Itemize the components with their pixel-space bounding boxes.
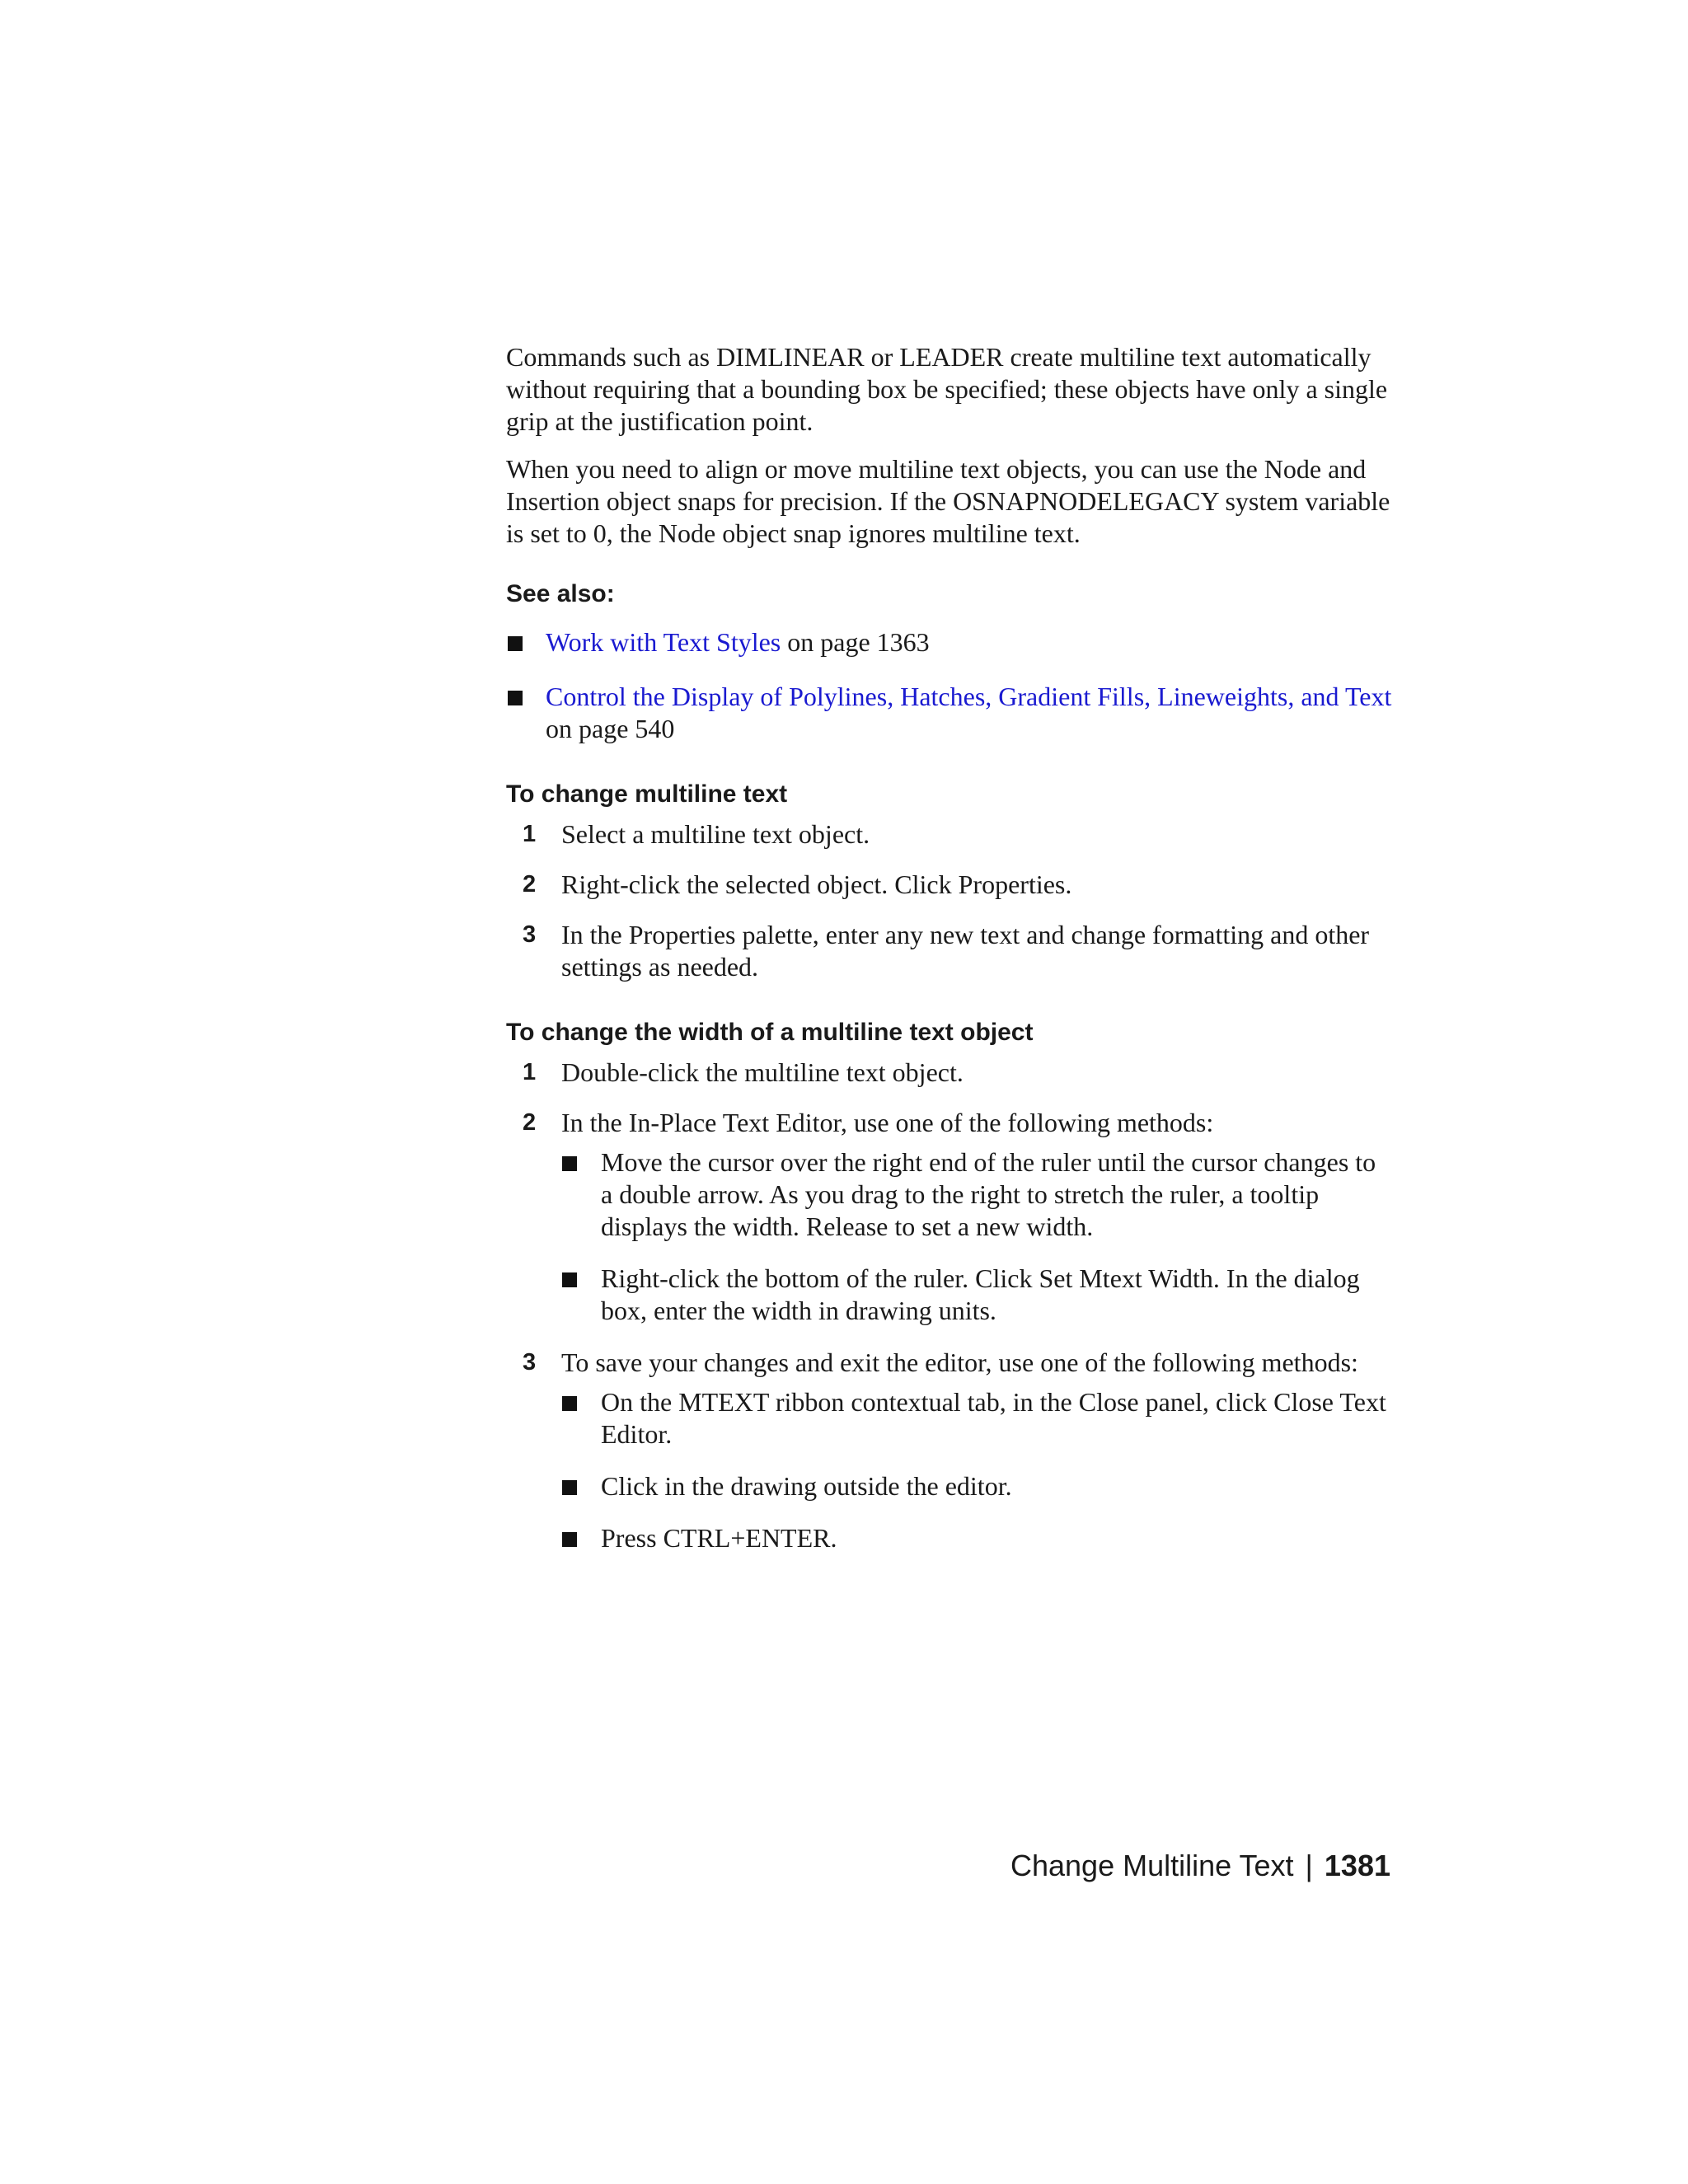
step-number: 2: [523, 871, 537, 898]
footer-section-title: Change Multiline Text: [1010, 1849, 1294, 1882]
method-list: [561, 1386, 1393, 1554]
step-text: Select a multiline text object.: [561, 819, 870, 849]
method-text: Move the cursor over the right end of the ruler until the cursor changes to a double arrow. As you drag to the right to stretch the ruler, a tooltip displays the width. Release to set a new width.: [601, 1147, 1376, 1241]
page-reference: on page 1363: [781, 627, 930, 657]
method-text: On the MTEXT ribbon contextual tab, in the Close panel, click Close Text Editor.: [601, 1387, 1386, 1449]
see-also-item: [506, 626, 1393, 658]
step-item: [506, 1347, 1393, 1554]
step-item: [506, 818, 1393, 851]
see-also-label: See also:: [506, 580, 615, 607]
square-bullet-icon: [508, 636, 523, 651]
step-text: To save your changes and exit the editor, use one of the following methods:: [561, 1347, 1358, 1377]
square-bullet-icon: [562, 1156, 577, 1171]
square-bullet-icon: [562, 1480, 577, 1495]
method-item: [561, 1146, 1393, 1243]
section-heading-change-text: To change multiline text: [506, 780, 788, 808]
step-item: [506, 1057, 1393, 1089]
step-text: In the Properties palette, enter any new text and change formatting and other settings as needed.: [561, 920, 1370, 982]
square-bullet-icon: [562, 1532, 577, 1547]
square-bullet-icon: [508, 691, 523, 705]
see-also-list: [506, 626, 1393, 745]
document-page: [506, 341, 1393, 1574]
section-heading-change-width: To change the width of a multiline text object: [506, 1019, 1034, 1046]
see-also-item: [506, 681, 1393, 745]
step-item: [506, 919, 1393, 983]
step-number: 1: [523, 1059, 537, 1085]
step-text: Double-click the multiline text object.: [561, 1057, 964, 1087]
step-text: In the In-Place Text Editor, use one of the following methods:: [561, 1108, 1214, 1137]
intro-paragraph-1: Commands such as DIMLINEAR or LEADER create multiline text automatically without requiring that a bounding box be specified; these objects have only a single grip at the justification point.: [506, 342, 1388, 436]
page-reference: on page 540: [546, 714, 675, 743]
method-text: Click in the drawing outside the editor.: [601, 1471, 1012, 1501]
method-list: [561, 1146, 1393, 1327]
method-text: Right-click the bottom of the ruler. Click Set Mtext Width. In the dialog box, enter the width in drawing units.: [601, 1263, 1360, 1325]
footer-separator: |: [1305, 1849, 1313, 1882]
step-item: [506, 1107, 1393, 1327]
step-text: Right-click the selected object. Click Properties.: [561, 869, 1072, 899]
step-number: 1: [523, 821, 537, 847]
method-text: Press CTRL+ENTER.: [601, 1523, 837, 1553]
steps-list: [506, 1057, 1393, 1554]
method-item: [561, 1263, 1393, 1327]
step-number: 2: [523, 1109, 537, 1136]
step-item: [506, 869, 1393, 901]
page-number: 1381: [1324, 1849, 1390, 1882]
steps-list: [506, 818, 1393, 983]
square-bullet-icon: [562, 1396, 577, 1411]
step-number: 3: [523, 1349, 537, 1376]
link-work-with-text-styles[interactable]: Work with Text Styles: [546, 627, 781, 657]
step-number: 3: [523, 921, 537, 948]
method-item: [561, 1522, 1393, 1554]
link-control-display[interactable]: Control the Display of Polylines, Hatches, Gradient Fills, Lineweights, and Text: [546, 682, 1392, 711]
square-bullet-icon: [562, 1272, 577, 1287]
intro-paragraph-2: When you need to align or move multiline text objects, you can use the Node and Insertion object snaps for precision. If the OSNAPNODELEGACY system variable is set to 0, the Node object snap ignores multiline text.: [506, 454, 1390, 548]
page-footer: [907, 1848, 1390, 1884]
method-item: [561, 1470, 1393, 1502]
method-item: [561, 1386, 1393, 1451]
